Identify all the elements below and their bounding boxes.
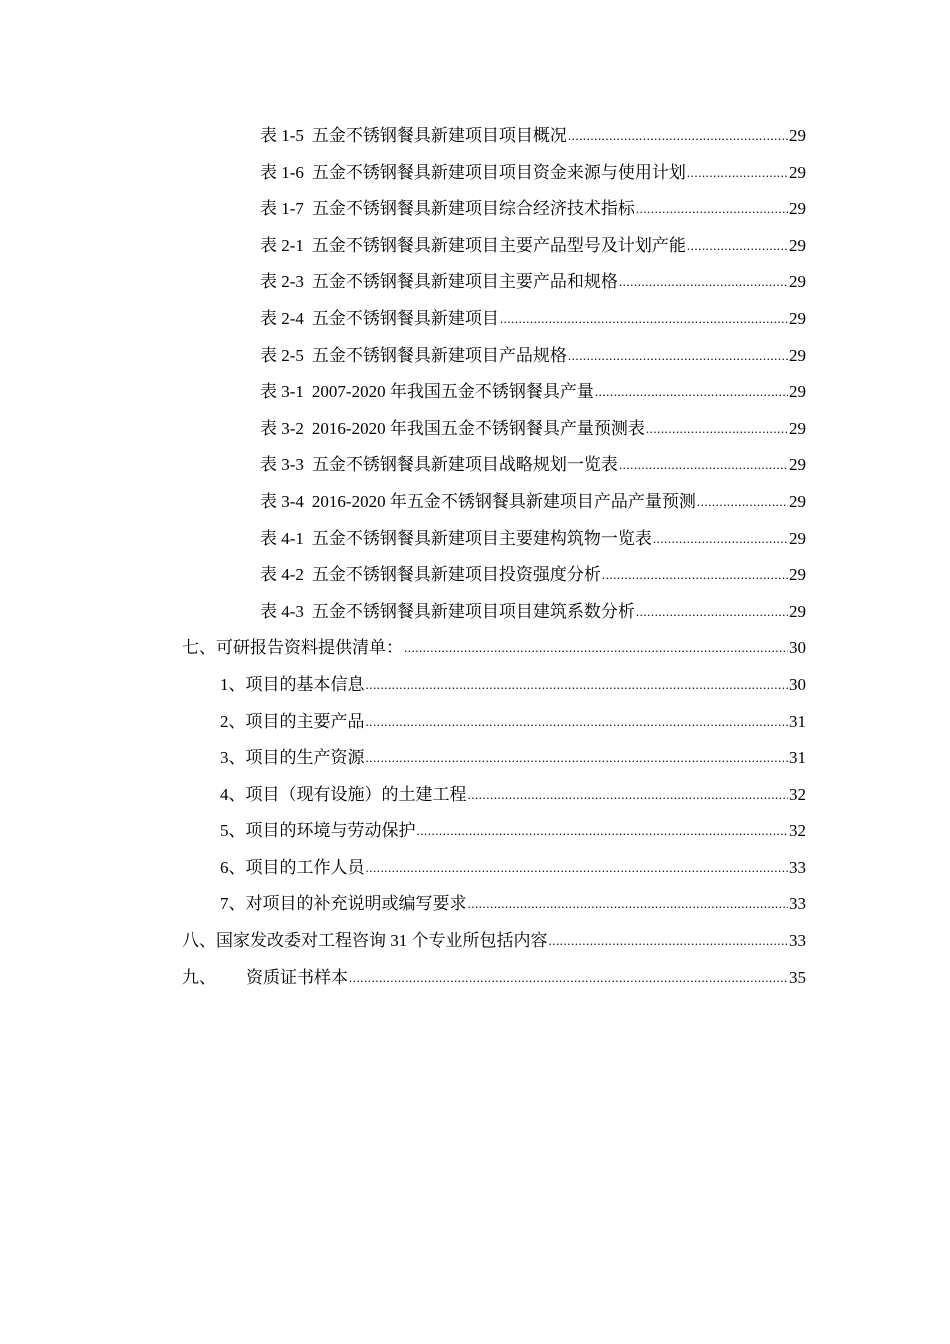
toc-entry-page-number: 31: [789, 711, 806, 731]
toc-entry-line: [260, 228, 806, 265]
toc-leader-dots: [619, 458, 788, 471]
toc-leader-dots: [366, 751, 789, 764]
table-of-contents: [0, 118, 950, 996]
toc-entry-page-number: 29: [789, 382, 806, 402]
toc-entry-label: [220, 850, 365, 887]
toc-entry-number: 九、: [182, 967, 216, 987]
toc-entry[interactable]: [0, 667, 950, 704]
toc-entry-label: [220, 704, 365, 741]
toc-entry-line: [260, 411, 806, 448]
toc-entry-line: [260, 521, 806, 558]
toc-entry-page-number: 29: [789, 308, 806, 328]
toc-entry-label: [260, 228, 686, 265]
toc-entry-label: [220, 740, 365, 777]
toc-entry-page-number: 33: [789, 931, 806, 951]
toc-entry-label: [260, 338, 567, 375]
toc-leader-dots: [568, 349, 788, 362]
toc-entry-title: 2016-2020 年我国五金不锈钢餐具产量预测表: [311, 418, 645, 438]
toc-leader-dots: [366, 678, 789, 691]
toc-entry-line: [260, 484, 806, 521]
toc-entry[interactable]: [0, 338, 950, 375]
toc-entry-page-number: 30: [789, 638, 806, 658]
toc-entry[interactable]: [0, 960, 950, 997]
toc-entry[interactable]: [0, 264, 950, 301]
toc-leader-dots: [366, 861, 789, 874]
toc-entry-number: 表 2-1: [260, 235, 304, 255]
toc-entry-number: 表 1-6: [260, 162, 304, 182]
toc-leader-dots: [468, 897, 789, 910]
toc-entry-page-number: 33: [789, 894, 806, 914]
toc-leader-dots: [646, 422, 788, 435]
toc-entry-label: [260, 594, 635, 631]
toc-entry-line: [260, 447, 806, 484]
toc-entry-line: [260, 557, 806, 594]
toc-entry-label: [260, 484, 696, 521]
toc-entry-page-number: 29: [789, 162, 806, 182]
toc-leader-dots: [404, 641, 788, 654]
toc-entry-title: 1、项目的基本信息: [220, 674, 365, 694]
toc-entry-number: 表 4-1: [260, 528, 304, 548]
toc-entry-title: 五金不锈钢餐具新建项目主要建构筑物一览表: [311, 528, 652, 548]
toc-entry-label: [220, 813, 416, 850]
toc-entry-page-number: 29: [789, 272, 806, 292]
toc-entry-label: [182, 960, 348, 997]
toc-leader-dots: [366, 715, 789, 728]
toc-entry-page-number: 31: [789, 748, 806, 768]
toc-entry-number: 表 2-5: [260, 345, 304, 365]
toc-entry-title: 五金不锈钢餐具新建项目项目概况: [311, 126, 567, 145]
toc-entry-page-number: 29: [789, 565, 806, 585]
toc-entry-label: [260, 374, 594, 411]
toc-leader-dots: [636, 605, 788, 618]
toc-entry-number: 表 3-2: [260, 418, 304, 438]
toc-entry-number: 表 1-7: [260, 199, 304, 219]
toc-entry-page-number: 32: [789, 784, 806, 804]
toc-entry-page-number: 29: [789, 418, 806, 438]
toc-entry-label: [220, 667, 365, 704]
toc-entry-line: [220, 740, 806, 777]
toc-entry-line: [260, 301, 806, 338]
toc-entry[interactable]: [0, 447, 950, 484]
toc-entry-page-number: 35: [789, 967, 806, 987]
toc-leader-dots: [595, 385, 788, 398]
toc-entry-title: 七、可研报告资料提供清单：: [182, 638, 403, 658]
toc-leader-dots: [468, 788, 789, 801]
toc-entry-title: 五金不锈钢餐具新建项目主要产品型号及计划产能: [311, 235, 686, 255]
toc-entry-label: [260, 557, 601, 594]
toc-entry-title: 2016-2020 年五金不锈钢餐具新建项目产品产量预测: [311, 491, 696, 511]
toc-entry-page-number: 29: [789, 235, 806, 255]
toc-leader-dots: [697, 495, 788, 508]
toc-entry-number: 表 2-3: [260, 272, 304, 292]
toc-entry[interactable]: [0, 594, 950, 631]
toc-entry-line: [220, 777, 806, 814]
toc-entry-title: 2007-2020 年我国五金不锈钢餐具产量: [311, 382, 594, 402]
toc-entry-page-number: 29: [789, 455, 806, 475]
toc-leader-dots: [417, 824, 789, 837]
toc-entry-line: [182, 630, 806, 667]
toc-entry[interactable]: [0, 630, 950, 667]
toc-entry-line: [220, 850, 806, 887]
toc-entry-number: 表 3-3: [260, 455, 304, 475]
toc-entry-label: [260, 521, 652, 558]
toc-entry-page-number: 32: [789, 821, 806, 841]
toc-entry-label: [260, 264, 618, 301]
toc-entry-label: [182, 923, 548, 960]
toc-entry[interactable]: [0, 704, 950, 741]
toc-entry-title: 五金不锈钢餐具新建项目战略规划一览表: [311, 455, 618, 475]
toc-entry-title: 五金不锈钢餐具新建项目主要产品和规格: [311, 272, 618, 292]
toc-entry-label: [182, 630, 403, 667]
toc-leader-dots: [636, 202, 788, 215]
toc-entry[interactable]: [0, 923, 950, 960]
toc-entry-label: [220, 886, 467, 923]
toc-entry-title: 五金不锈钢餐具新建项目综合经济技术指标: [311, 199, 635, 219]
toc-entry-title: 八、国家发改委对工程咨询 31 个专业所包括内容: [182, 931, 548, 951]
toc-entry-label: [260, 118, 567, 155]
toc-leader-dots: [687, 166, 788, 179]
toc-entry-page-number: 29: [789, 491, 806, 511]
toc-entry[interactable]: [0, 777, 950, 814]
toc-entry-line: [260, 155, 806, 192]
toc-entry-number: 表 3-1: [260, 382, 304, 402]
toc-entry-page-number: 29: [789, 528, 806, 548]
toc-entry-title: 3、项目的生产资源: [220, 748, 365, 768]
toc-entry-line: [260, 264, 806, 301]
toc-entry[interactable]: [0, 118, 950, 155]
toc-leader-dots: [602, 568, 788, 581]
toc-entry-number: 表 4-3: [260, 601, 304, 621]
toc-entry[interactable]: [0, 411, 950, 448]
toc-entry[interactable]: [0, 374, 950, 411]
toc-entry-number: 表 1-5: [260, 126, 304, 145]
toc-entry-page-number: 33: [789, 857, 806, 877]
toc-entry-page-number: 29: [789, 345, 806, 365]
toc-leader-dots: [653, 532, 788, 545]
toc-entry-number: 表 2-4: [260, 308, 304, 328]
toc-entry[interactable]: [0, 886, 950, 923]
toc-entry-number: 表 3-4: [260, 491, 304, 511]
toc-entry[interactable]: [0, 301, 950, 338]
toc-leader-dots: [568, 129, 788, 142]
toc-entry[interactable]: [0, 191, 950, 228]
toc-entry-line: [182, 923, 806, 960]
toc-leader-dots: [549, 934, 789, 947]
toc-entry-label: [260, 447, 618, 484]
toc-entry-line: [260, 374, 806, 411]
toc-entry-line: [220, 704, 806, 741]
toc-entry-line: [182, 960, 806, 997]
toc-entry-line: [220, 886, 806, 923]
toc-leader-dots: [619, 275, 788, 288]
toc-entry-title: 资质证书样本: [246, 967, 348, 987]
toc-leader-dots: [349, 971, 788, 984]
toc-entry-line: [220, 813, 806, 850]
toc-leader-dots: [687, 239, 788, 252]
toc-entry-label: [260, 301, 499, 338]
toc-entry[interactable]: [0, 557, 950, 594]
toc-entry-title: 5、项目的环境与劳动保护: [220, 821, 416, 841]
toc-entry-page-number: 29: [789, 601, 806, 621]
toc-entry-line: [260, 191, 806, 228]
toc-entry-title: 2、项目的主要产品: [220, 711, 365, 731]
toc-entry-page-number: 29: [789, 126, 806, 145]
toc-entry-number: 表 4-2: [260, 565, 304, 585]
toc-entry[interactable]: [0, 521, 950, 558]
toc-entry-line: [220, 667, 806, 704]
toc-entry-line: [260, 338, 806, 375]
toc-entry-line: [260, 118, 806, 155]
toc-leader-dots: [500, 312, 788, 325]
toc-entry[interactable]: [0, 155, 950, 192]
toc-entry-line: [260, 594, 806, 631]
toc-entry[interactable]: [0, 484, 950, 521]
toc-entry-title: 五金不锈钢餐具新建项目项目建筑系数分析: [311, 601, 635, 621]
toc-entry-title: 五金不锈钢餐具新建项目投资强度分析: [311, 565, 601, 585]
toc-entry-title: 6、项目的工作人员: [220, 857, 365, 877]
toc-entry-title: 五金不锈钢餐具新建项目: [311, 308, 499, 328]
toc-entry-title: 7、对项目的补充说明或编写要求: [220, 894, 467, 914]
toc-entry-page-number: 30: [789, 674, 806, 694]
toc-entry-label: [260, 155, 686, 192]
toc-entry-label: [260, 191, 635, 228]
toc-entry[interactable]: [0, 850, 950, 887]
toc-entry-label: [220, 777, 467, 814]
toc-entry[interactable]: [0, 740, 950, 777]
toc-entry-title: 五金不锈钢餐具新建项目产品规格: [311, 345, 567, 365]
toc-entry-title: 五金不锈钢餐具新建项目项目资金来源与使用计划: [311, 162, 686, 182]
toc-entry-label: [260, 411, 645, 448]
toc-entry-title: 4、项目（现有设施）的土建工程: [220, 784, 467, 804]
toc-entry[interactable]: [0, 228, 950, 265]
toc-entry[interactable]: [0, 813, 950, 850]
toc-entry-page-number: 29: [789, 199, 806, 219]
